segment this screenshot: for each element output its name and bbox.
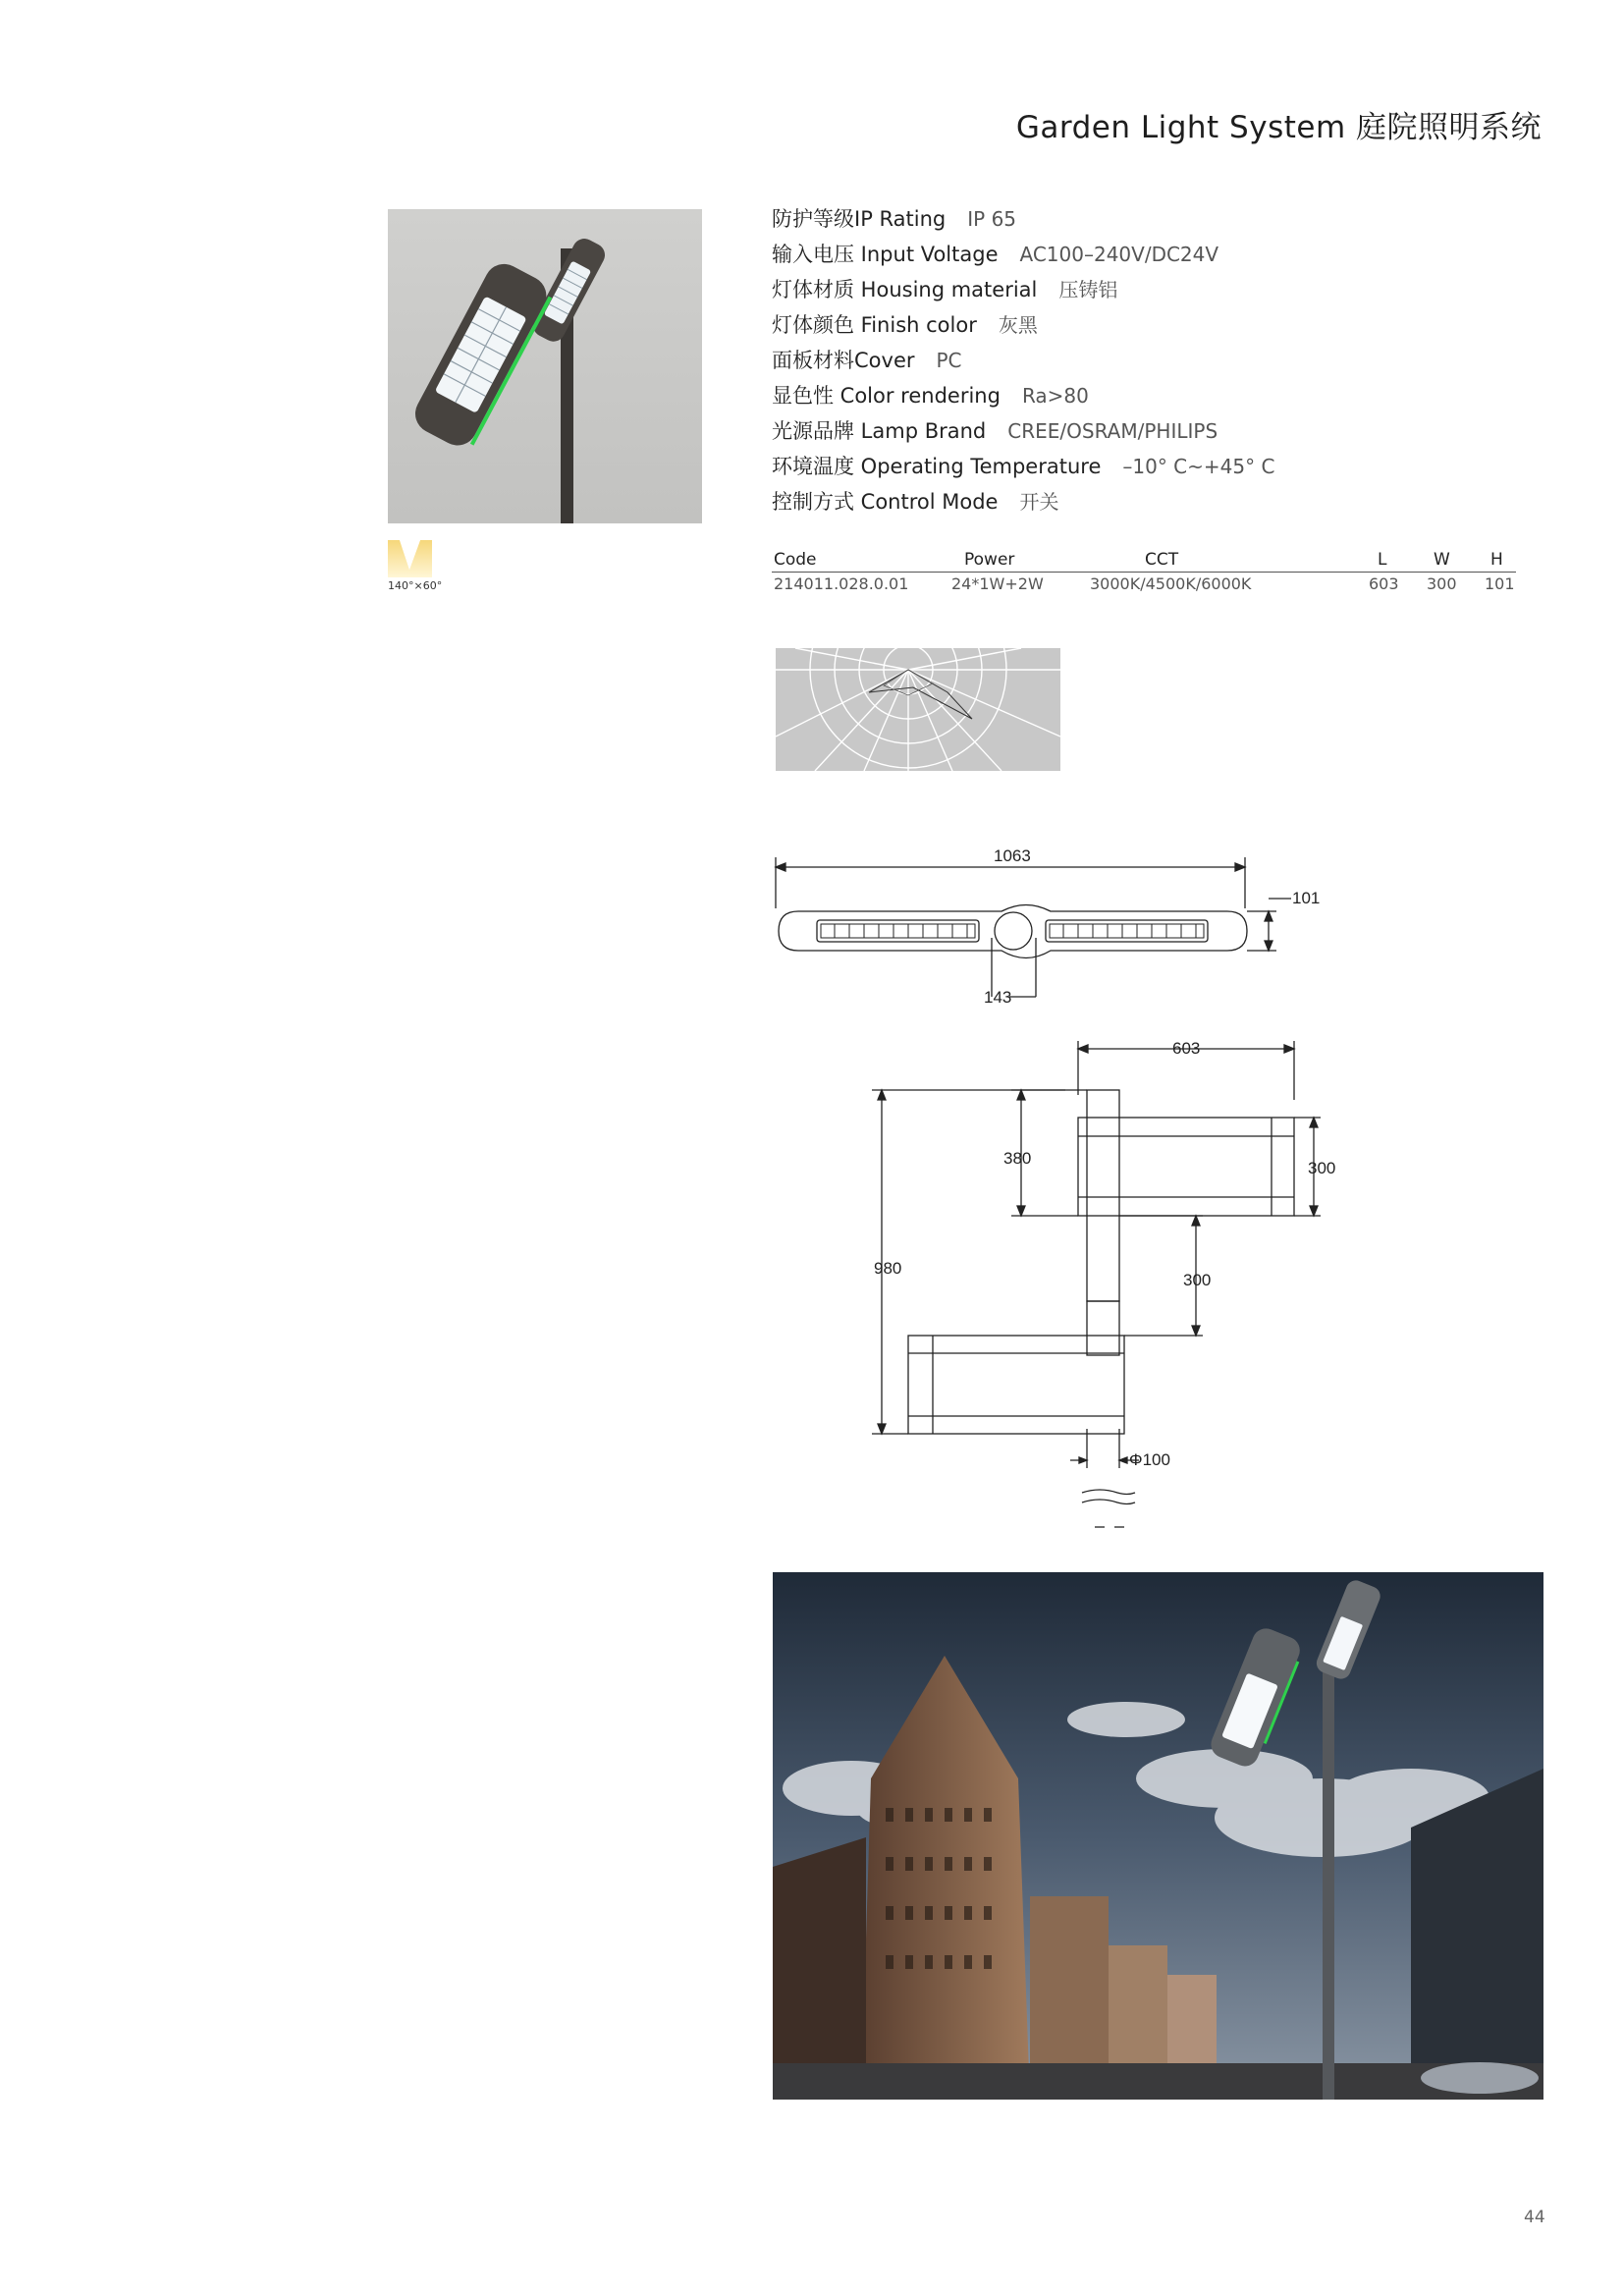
header-l: L: [1378, 550, 1387, 570]
dim-pole-diameter: Φ100: [1129, 1450, 1170, 1469]
code-table-header: [772, 548, 1516, 573]
product-photo: [388, 209, 702, 523]
header-power: Power: [964, 550, 1015, 570]
dim-total-height: 980: [874, 1259, 902, 1278]
cell-power: 24*1W+2W: [951, 574, 1044, 593]
dim-arm-height: 300: [1308, 1159, 1336, 1177]
code-table: [772, 548, 1516, 596]
light-distribution-diagram: [776, 648, 1060, 771]
table-row: [772, 573, 1516, 596]
spec-list: [772, 201, 1274, 519]
header-code: Code: [774, 550, 817, 570]
cell-h: 101: [1485, 574, 1515, 593]
spec-ip-rating: 防护等级IP Rating IP 65: [772, 207, 1017, 231]
cell-cct: 3000K/4500K/6000K: [1090, 574, 1252, 593]
spec-operating-temperature: 环境温度 Operating Temperature –10° C~+45° C: [772, 455, 1275, 478]
page-title: Garden Light System 庭院照明系统: [1015, 110, 1542, 145]
scene-photo: [773, 1572, 1543, 2100]
dim-side-upper: 380: [1003, 1149, 1032, 1168]
dim-top-width: 1063: [994, 847, 1031, 865]
beam-angle-label: 140°×60°: [388, 579, 443, 592]
dim-side-width: 603: [1172, 1039, 1201, 1058]
beam-angle-icon: [388, 540, 432, 581]
header-cct: CCT: [1145, 550, 1179, 570]
dim-arm-gap: 300: [1183, 1271, 1212, 1289]
dim-top-center: 143: [984, 988, 1012, 1007]
spec-cover: 面板材料Cover PC: [772, 349, 962, 372]
cell-w: 300: [1427, 574, 1457, 593]
dim-top-height: 101: [1292, 889, 1321, 907]
spec-input-voltage: 输入电压 Input Voltage AC100–240V/DC24V: [772, 243, 1219, 266]
header-w: W: [1434, 550, 1450, 570]
cell-l: 603: [1369, 574, 1399, 593]
spec-color-rendering: 显色性 Color rendering Ra>80: [772, 384, 1089, 408]
page-number: 44: [1524, 2208, 1545, 2227]
dimension-drawing: [766, 840, 1355, 1551]
header-h: H: [1490, 550, 1503, 570]
spec-control-mode: 控制方式 Control Mode 开关: [772, 490, 1059, 514]
spec-housing-material: 灯体材质 Housing material 压铸铝: [772, 278, 1118, 301]
spec-finish-color: 灯体颜色 Finish color 灰黑: [772, 313, 1038, 337]
spec-lamp-brand: 光源品牌 Lamp Brand CREE/OSRAM/PHILIPS: [772, 419, 1218, 443]
cell-code: 214011.028.0.01: [774, 574, 909, 593]
